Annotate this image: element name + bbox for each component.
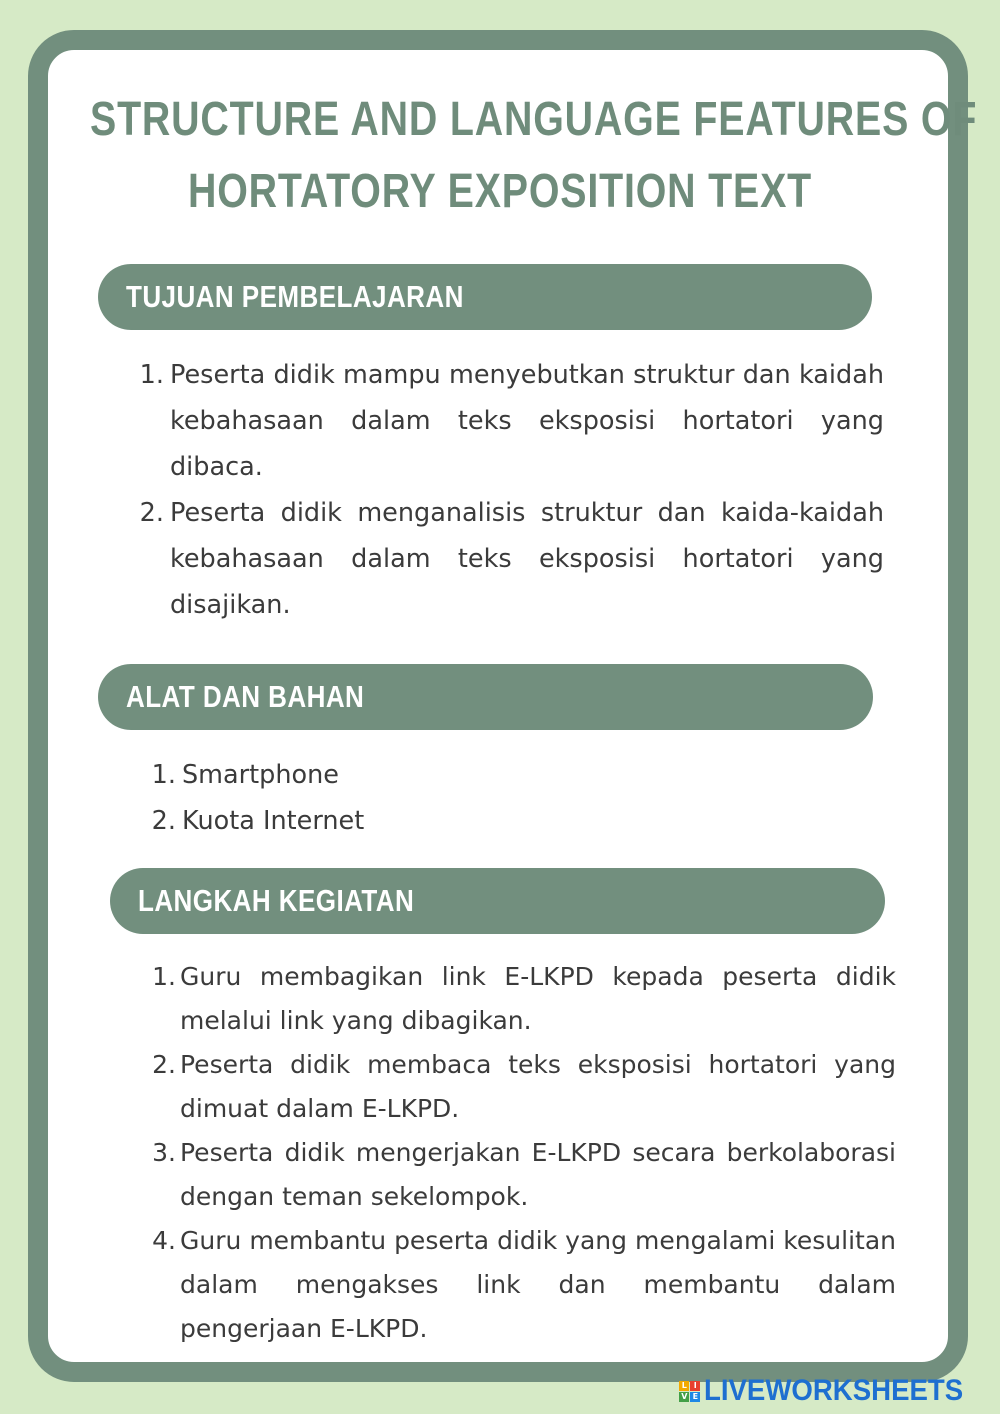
list-item — [146, 798, 546, 844]
alat-list — [146, 752, 546, 844]
list-item-text: Peserta didik mengerjakan E-LKPD secara berkolaborasi dengan teman sekelompok. — [180, 1138, 896, 1211]
logo-letter: I — [690, 1381, 700, 1391]
list-item-text: Kuota Internet — [182, 806, 365, 836]
list-item — [144, 1043, 896, 1131]
section-heading-label: ALAT DAN BAHAN — [126, 679, 365, 714]
section-heading-tujuan — [98, 264, 872, 330]
brand-name: LIVEWORKSHEETS — [704, 1374, 964, 1407]
section-heading-label: LANGKAH KEGIATAN — [138, 883, 415, 918]
list-item — [134, 490, 884, 628]
live-blocks-icon — [679, 1381, 700, 1402]
list-item — [144, 1131, 896, 1219]
liveworksheets-logo — [679, 1374, 986, 1408]
logo-letter: L — [679, 1381, 689, 1391]
list-item-number: 2. — [151, 806, 176, 836]
section-heading-label: TUJUAN PEMBELAJARAN — [126, 279, 464, 314]
section-heading-alat — [98, 664, 873, 730]
list-item — [144, 1219, 896, 1351]
list-item-text: Peserta didik menganalisis struktur dan kaida-kaidah kebahasaan dalam teks eksposisi hortatori yang disajikan. — [170, 498, 884, 620]
list-item-text: Guru membantu peserta didik yang mengalami kesulitan dalam mengakses link dan membantu dalam pengerjaan E-LKPD. — [180, 1226, 896, 1343]
title-line-1: STRUCTURE AND LANGUAGE FEATURES OF — [90, 93, 978, 146]
list-item-text: Guru membagikan link E-LKPD kepada peserta didik melalui link yang dibagikan. — [180, 962, 896, 1035]
list-item-text: Smartphone — [182, 760, 339, 790]
list-item — [146, 752, 546, 798]
tujuan-list — [134, 352, 884, 628]
langkah-list — [144, 955, 896, 1351]
list-item-number: 3. — [152, 1138, 176, 1167]
title-line-2: HORTATORY EXPOSITION TEXT — [187, 165, 813, 218]
list-item — [134, 352, 884, 490]
list-item-number: 1. — [152, 962, 176, 991]
list-item — [144, 955, 896, 1043]
list-item-text: Peserta didik mampu menyebutkan struktur dan kaidah kebahasaan dalam teks eksposisi hortatori yang dibaca. — [170, 360, 884, 482]
list-item-number: 1. — [151, 760, 176, 790]
section-heading-langkah — [110, 868, 885, 934]
list-item-number: 2. — [139, 498, 164, 528]
page-title — [90, 84, 978, 228]
list-item-number: 1. — [139, 360, 164, 390]
list-item-number: 4. — [152, 1226, 176, 1255]
list-item-number: 2. — [152, 1050, 176, 1079]
logo-letter: V — [681, 1391, 688, 1401]
logo-letter: E — [690, 1392, 700, 1402]
list-item-text: Peserta didik membaca teks eksposisi hortatori yang dimuat dalam E-LKPD. — [180, 1050, 896, 1123]
